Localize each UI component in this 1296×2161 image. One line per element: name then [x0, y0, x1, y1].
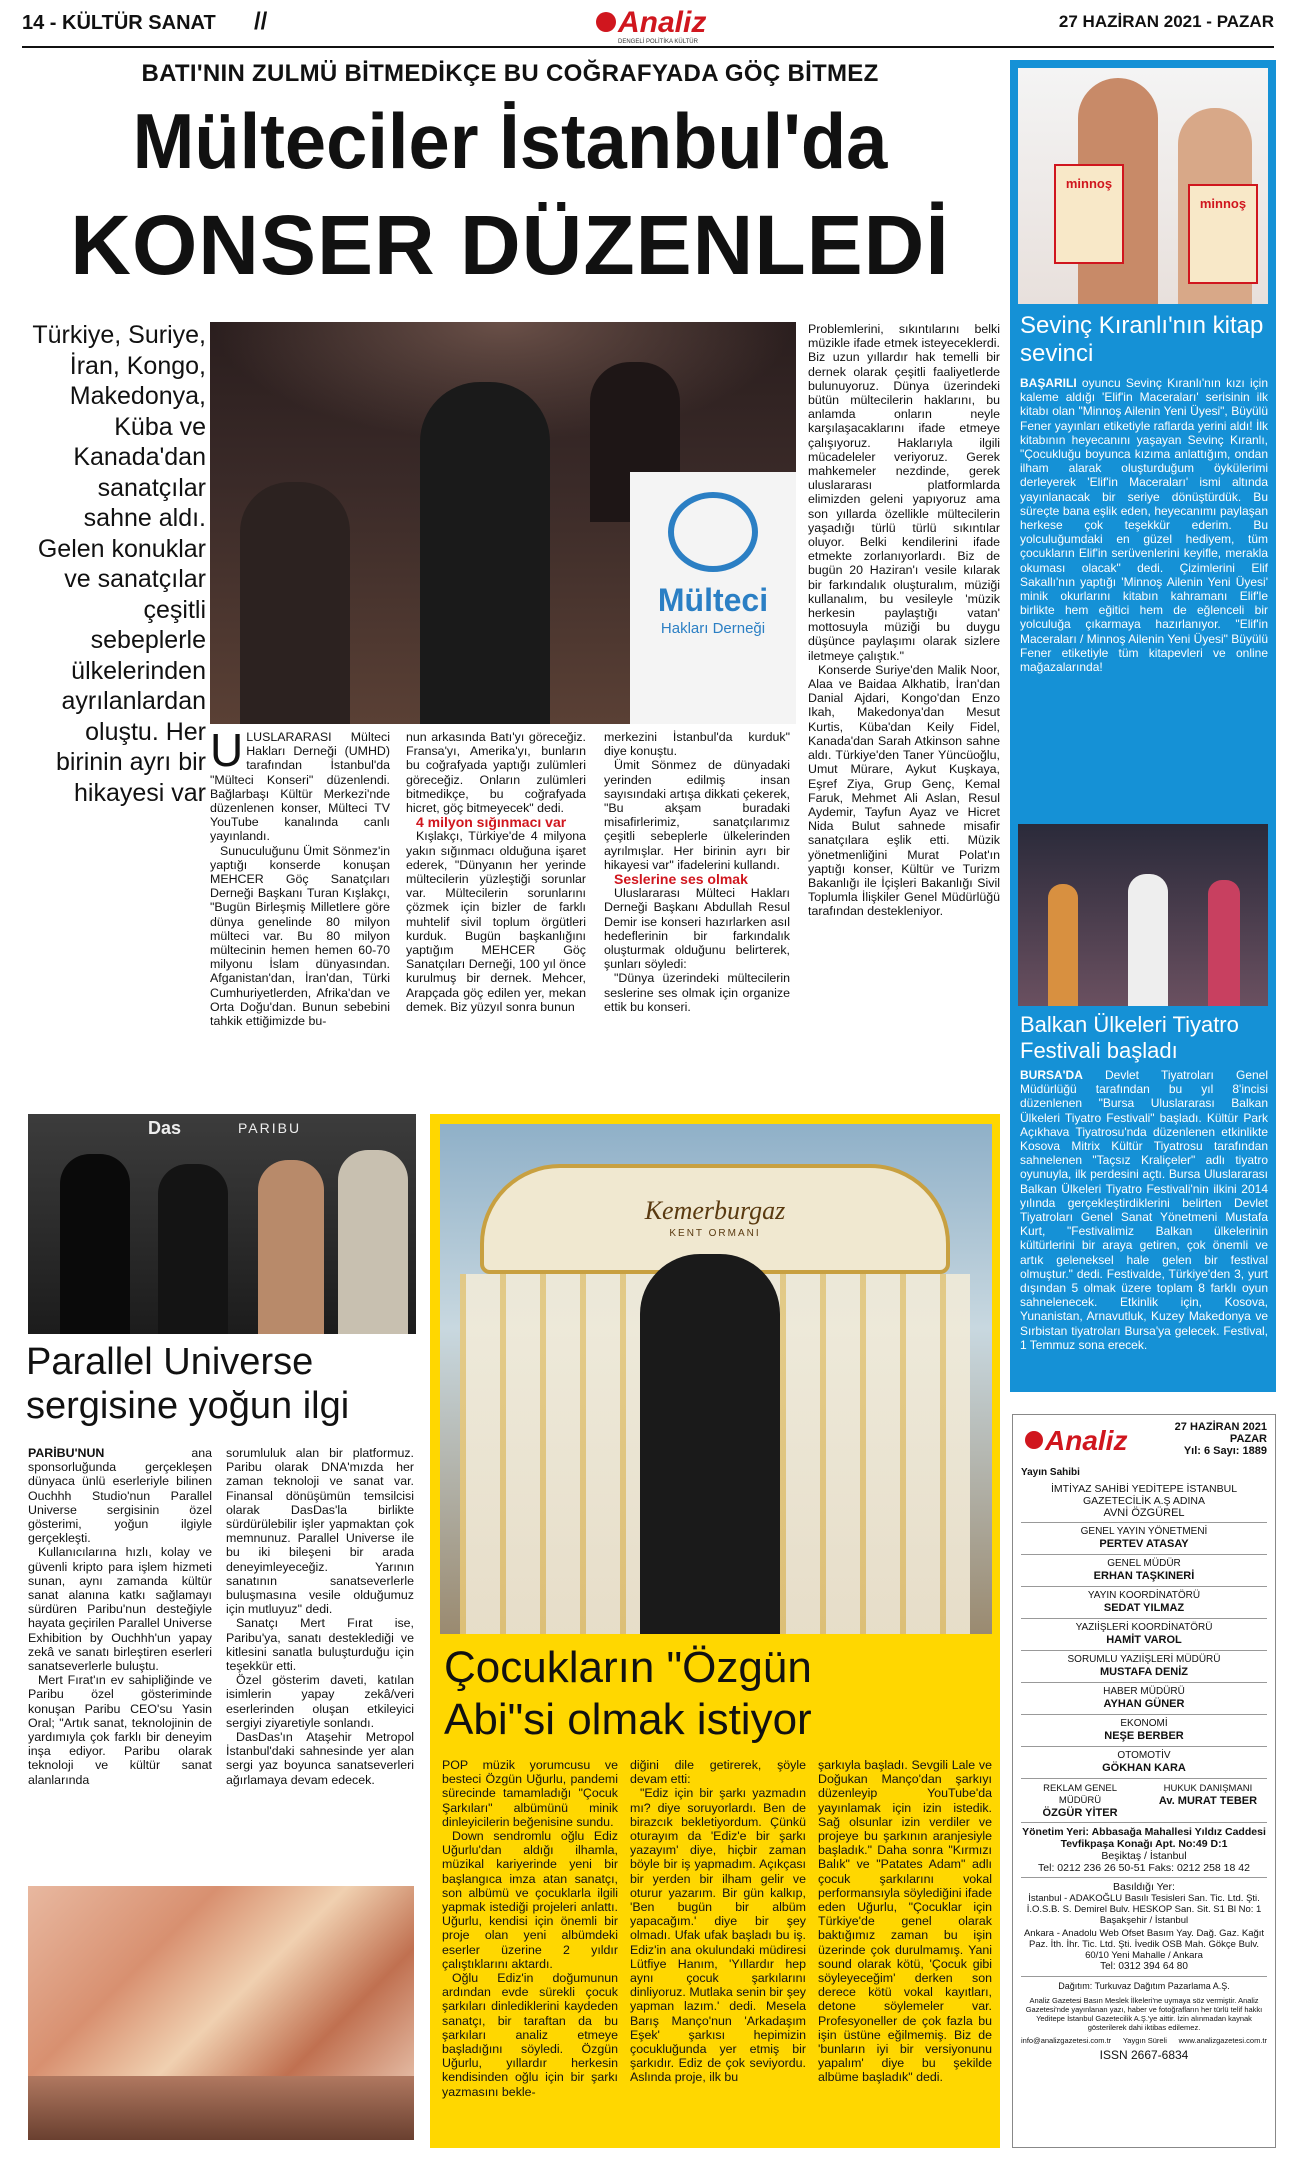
- parallel-col-1: [28, 1446, 212, 1787]
- role-label: YAYIN KOORDİNATÖRÜ: [1087, 1590, 1201, 1601]
- masthead-globe-icon: [1025, 1431, 1043, 1449]
- masthead-address: Yönetim Yeri: Abbasağa Mahallesi Yıldız Caddesi Tevfikpaşa Konağı Apt. No:49 D:1: [1022, 1826, 1266, 1850]
- ozgun-figure: [640, 1254, 780, 1634]
- logo-globe-icon: [596, 12, 616, 32]
- balkan-text: Devlet Tiyatroları Genel Müdürlüğü tarafından bu yıl 8'incisi düzenlenen "Bursa Uluslararası Balkan Ülkeleri Tiyatro Festivali" başladı. Kültür Park Açıkhava Tiyatrosu'nda düzenlenen etkinlikte Kosova Mitrix Kültür Tiyatrosu tarafından sahnelenen "Taçsız Kraliçeler" adlı tiyatro oyunuyla, ilk perdesini açtı. Bursa Uluslararası Balkan Ülkeleri Tiyatro Festivali'nin ilkini 2014 yılında gerçekleştirdiklerini belirten Devlet Tiyatroları Genel Sanat Yönetmeni Mustafa Kurt, "Festivalimiz Balkan ülkelerinin kültürlerini bir araya getiren, çok önemli ve artık geleneksel hale gelen bir festival olmuştur." dedi. Festivalde, Türkiye'den 3, yurt dışından 5 olmak üzere toplam 8 farklı oyun sahnelenecek. Etkinlik için, Kosova, Yunanistan, Arnavutluk, Kuzey Makedonya ve Sırbistan tiyatroları Bursa'ya gelecek. Festival, 1 Temmuz sona erecek.: [1020, 1068, 1268, 1352]
- masthead-day: PAZAR: [1229, 1433, 1267, 1445]
- ozgun-para5: "Ediz için bir şarkı yazmadın mı? diye soruyorlardı. Ben de birazcık bekletiyordum. Çünkü oturayım da 'Ediz'e bir şarkı yazayım' diye, hiçbir zaman böyle bir iş yapmadım. Açıkçası bir yerden bir ilham gelir ve oturur yazarım. Bir gün kalkıp, 'Ben bugün bir albüm yapacağım.' diye bir şey olmadı. Ufak ufak başladı bu iş. Ediz'in ana okulundaki müdiresi Lütfiye Hanım, 'Yıllardır hep aynı çocuk şarkılarını dinliyoruz. Mutlaka senin bir şey yapman lazım.' dedi. Mesela Barış Manço'nun 'Arkadaşım Eşek' şarkısı hepimizin çocukluğunda yer etmiş bir şarkıdır. Ediz de çok seviyordu. Aslında proje, ilk bu: [630, 1786, 806, 2085]
- print-istanbul: İstanbul - ADAKOĞLU Basılı Tesisleri San. Tic. Ltd. Şti. İ.O.S.B. S. Demirel Bulv. HESKOP San. Sit. S1 Bl No: 1 Başakşehir / İstanbul: [1026, 1893, 1262, 1926]
- right-sidebar: [1010, 60, 1276, 1392]
- main-title-1: Mülteciler İstanbul'da: [132, 97, 888, 185]
- law-name: Av. MURAT TEBER: [1158, 1795, 1258, 1807]
- masthead-role: [1021, 1558, 1267, 1582]
- main-col-3: [604, 730, 790, 1014]
- masthead-owner-name: AVNİ ÖZGÜREL: [1103, 1507, 1185, 1519]
- main-col4-para1: Problemlerini, sıkıntılarını belki müzikle ifade etmek isteyeceklerdi. Biz uzun yıllardır hak temelli bir dernek olarak çeşitli faaliyetlerde bulunuyoruz. Dünya üzerindeki bütün mültecilerin haklarını, bu anlamda onların neyle karşılaşacaklarını ifade etmeye çalışıyoruz. Haklarıyla ilgili mücadeleler veriyoruz. Gerek mahkemeler nezdinde, gerek uluslararası platformlarda elimizden geleni yapıyoruz ama son yıllarda özellikle mültecilerin yaşadığı türlü türlü sıkıntılar oluyor. Belki kendilerini ifade etmekte zorlanıyorlardı. Biz de bugün 20 Haziran'ı vesile kılarak bir farkındalık oluşturalım, müziği kullanalım, bu vesileyle 'müzik herkesin paylaştığı vatan' mottosuyla müziği bu duygu düşünce paylaşımı olarak sizlere iletmeye çalıştık.": [808, 322, 1000, 663]
- role-name: MUSTAFA DENİZ: [1100, 1666, 1188, 1678]
- masthead-box: [1012, 1414, 1276, 2148]
- ad-label: REKLAM GENEL MÜDÜRÜ: [1043, 1783, 1117, 1806]
- main-lead: Türkiye, Suriye, İran, Kongo, Makedonya, Küba ve Kanada'dan sanatçılar sahne aldı. Gelen konuklar ve sanatçılar çeşitli sebeplerle ülkelerinden ayrılanlardan oluştu. Her birinin ayrı bir hikayesi var: [32, 321, 206, 807]
- main-col2-subhead: 4 milyon sığınmacı var: [416, 814, 567, 831]
- masthead-owner-label: Yayın Sahibi: [1021, 1467, 1080, 1478]
- balkan-body: [1020, 1068, 1268, 1352]
- main-col3-subhead: Seslerine ses olmak: [614, 871, 748, 888]
- parallel-para4: sorumluluk alan bir platformuz. Paribu olarak DNA'mızda her zaman teknoloji ve sanat var. Finansal dönüşümün temsilcisi olarak DasDas'la birlikte sürdürülebilir işler yapmaktan çok memnunuz. Parallel Universe ile bu iki bileşeni bir arada deneyimleyeceğiz. Yarının sanatının sanatseverlerle buluşmasına vesile olduğumuz için mutluyuz" dedi.: [226, 1446, 414, 1617]
- sevinc-text: oyuncu Sevinç Kıranlı'nın kızı için kaleme aldığı 'Elif'in Maceraları' serisinin ilk kitabı olan "Minnoş Ailenin Yeni Üyesi", Büyülü Fener yayınları etiketiyle raflarda yerini aldı! İlk kitabının heyecanını yaşayan Sevinç Kıranlı, "Çocukluğu boyunca kızıma anlattığım, ondan ilham alarak oluşturduğum öykülerimi derleyerek 'Elif'in Maceraları' ismi altında yayınlanacak bir seriye dönüştürdük. Bu süreçte bana eşlik eden, heyecanımı paylaşan herkese çok teşekkür ederim. Bu yolculuğumdaki en güzel hediyem, tüm çocukların Elif'in serüvenlerini keyifle, merakla okuması olacak" dedi. Çizimlerini Elif Sakallı'nın yaptığı 'Minnoş Ailenin Yeni Üyesi' minik okurlarını kitabın kahramanı Elif'le birlikte hem eğitici hem de eğlenceli bir yolculuğa çıkarmaya hazırlanıyor. "Elif'in Maceraları / Minnoş Ailenin Yeni Üyesi" Büyülü Fener etiketiyle tüm kitapevleri ve online mağazalarında!: [1020, 376, 1268, 675]
- book-title-2: minnoş: [1199, 196, 1247, 211]
- sevinc-lead: BAŞARILI: [1020, 376, 1077, 390]
- main-title-2: KONSER DÜZENLEDİ: [70, 198, 950, 292]
- parallel-para3: Mert Fırat'ın ev sahipliğinde ve Paribu özel gösteriminde konuşan Paribu CEO'su Yasin Oral; "Artık sanat, teknolojinin de yardımıyla çok farklı bir deneyim inşa ediyor. Paribu olarak teknoloji ve kültür sanat alanlarında: [28, 1673, 212, 1787]
- role-name: PERTEV ATASAY: [1099, 1538, 1189, 1550]
- main-col-4: [808, 322, 1000, 919]
- main-col3-para4: "Dünya üzerindeki mültecilerin seslerine ses olmak için organize ettik bu konseri.: [604, 971, 790, 1014]
- main-col1-para2: Sunuculuğunu Ümit Sönmez'in yaptığı konserde konuşan MEHCER Göç Sanatçıları Derneği Başkanı Turan Kışlakçı, "Bugün Birleşmiş Milletlere göre dünya genelinde 80 milyon mülteci var. Bu 80 milyon mültecinin hemen hemen 60-70 milyonu İslam dünyasından. Afganistan'dan, İran'dan, Türki Cumhuriyetlerden, Afrika'dan ve Orta Doğu'dan. Bunun sebebini tahkik ettiğimizde bu-: [210, 843, 390, 1029]
- masthead-date: 27 HAZİRAN 2021: [1174, 1421, 1267, 1433]
- ozgun-para6: şarkıyla başladı. Sevgili Lale ve Doğukan Manço'dan şarkıyı düzenleyip YouTube'da yayınlamak için izin istedik. Sağ olsunlar izin verdiler ve projeye bu şarkının aranjesiyle başladık." Daha sonra "Kırmızı Balık" ve "Patates Adam" adlı çocuk şarkılarını vokal performansıyla söylediğini ifade eden Uğurlu, "Çocuklar için Türkiye'de genel olarak baktığımız zaman bu işin üzerinde çok durulmamış. Yani sound olarak kötü, 'Çocuk gibi söyleyeceğim' derken son derece kötü vokal kayıtları, detone söylemeler var. Profesyoneller de çok fazla bu işin üstüne eğilmemiş. Biz de 'bunların iyi bir versiyonunu yapalım' diye bu şekilde albüme başladık" dedi.: [818, 1758, 992, 2085]
- parallel-para5: Sanatçı Mert Fırat ise, Paribu'ya, sanatı desteklediği ve kitlesini sanatla buluşturduğu için teşekkür etti.: [226, 1616, 414, 1674]
- stage-actor-2: [1128, 874, 1168, 1006]
- sevinc-photo: [1018, 68, 1268, 304]
- paribu-event-photo: [28, 1114, 416, 1334]
- parallel-title: Parallel Universe sergisine yoğun ilgi: [26, 1341, 350, 1427]
- main-kicker: BATI'NIN ZULMÜ BİTMEDİKÇE BU COĞRAFYADA GÖÇ BİTMEZ: [141, 60, 879, 87]
- header-date: 27 HAZİRAN 2021 - PAZAR: [1058, 12, 1274, 31]
- role-label: HABER MÜDÜRÜ: [1103, 1686, 1185, 1697]
- parallel-col-2: [226, 1446, 414, 1787]
- role-label: GENEL YAYIN YÖNETMENİ: [1080, 1526, 1208, 1537]
- page-header: [22, 6, 1274, 45]
- ozgun-para4: diğini dile getirerek, şöyle devam etti:: [630, 1758, 806, 1787]
- masthead-role: [1021, 1590, 1267, 1614]
- exhibition-floor: [28, 2076, 414, 2140]
- distribution: Dağıtım: Turkuvaz Dağıtım Pazarlama A.Ş.: [1058, 1981, 1230, 1991]
- carousel-photo: [440, 1124, 992, 1634]
- masthead-tel: Tel: 0212 236 26 50-51 Faks: 0212 258 18 42: [1038, 1862, 1250, 1874]
- main-col4-para2: Konserde Suriye'den Malik Noor, Alaa ve Baidaa Alkhatib, İran'dan Danial Ajdari, Kongo'dan Enzo Ikah, Makedonya'dan Mesut Kurtis, Küba'dan Keily Fidel, Kanada'dan Sarah Atkinson sahne aldı. Türkiye'den Taner Yüncüoğlu, Umut Mürare, Aykut Kuşkaya, Eşref Ziya, Grup Genç, Kemal Faruk, Mehmet Ali Aslan, Resul Aydemir, Tayfun Ayaz ve Hicret Nida Bulut sahnede misafir sanatçılara eşlik etti. Müzik yönetmenliğini Murat Polat'ın yaptığı konser, Kültür ve Turizm Bakanlığı ile İçişleri Bakanlığı Sivil Toplumla İlişkiler Genel Müdürlüğü tarafından destekleniyor.: [808, 662, 1000, 919]
- ozgun-col-2: [630, 1758, 806, 2085]
- main-col3-para2: Ümit Sönmez de dünyadaki yerinden edilmiş insan sayısındaki artışa dikkati çekerek, "Bu akşam buradaki misafirlerimiz, sanatçılarımız çeşitli sebeplerle ülkelerinden ayrılmışlar. Her birinin ayrı bir hikayesi var" ifadelerini kullandı.: [604, 758, 790, 872]
- role-name: GÖKHAN KARA: [1102, 1762, 1186, 1774]
- masthead-role: [1021, 1526, 1267, 1550]
- parallel-para1: PARİBU'NUN ana sponsorluğunda gerçekleşen dünyaca ünlü eserleriyle bilinen Ouchhh Studio'nun Parallel Universe sergisinin özel gösterimi, yoğun ilgiyle gerçekleşti.: [28, 1446, 212, 1546]
- legal-notice: Analiz Gazetesi Basın Meslek İlkeleri'ne uymaya söz vermiştir. Analiz Gazetesi'nde yayınlanan yazı, haber ve fotoğrafların her türlü telif hakkı Yeditepe İstanbul Gazetecilik A.Ş.'ye aittir. İzin alınmadan kaynak gösterilerek dahi iktibas edilemez.: [1025, 1996, 1263, 2032]
- exhibition-photo: [28, 1886, 414, 2140]
- balkan-title: Balkan Ülkeleri Tiyatro Festivali başladı: [1020, 1012, 1239, 1063]
- guest-figure-3: [258, 1160, 324, 1334]
- logo-tagline: DENGELİ POLİTİKA KÜLTÜR: [618, 39, 698, 45]
- sevinc-body: [1020, 376, 1268, 674]
- role-name: NEŞE BERBER: [1104, 1730, 1184, 1742]
- header-rule: [22, 46, 1274, 48]
- role-name: HAMİT VAROL: [1106, 1634, 1182, 1646]
- masthead-links: [1021, 2036, 1267, 2045]
- role-name: SEDAT YILMAZ: [1103, 1602, 1185, 1614]
- masthead-address-2: Beşiktaş / İstanbul: [1101, 1850, 1187, 1862]
- violinist-figure: [240, 482, 350, 724]
- law-label: HUKUK DANIŞMANI: [1163, 1783, 1253, 1794]
- main-col3-para3: Uluslararası Mülteci Hakları Derneği Başkanı Abdullah Resul Demir ise konseri hazırlarken asıl hedeflerinin bir farkındalık oluşturmak olduğunu belirterek, şunları söyledi:: [604, 886, 790, 972]
- ad-name: ÖZGÜR YİTER: [1042, 1807, 1118, 1819]
- singer-figure: [420, 382, 550, 724]
- stage-actor-3: [1208, 880, 1240, 1006]
- carousel-sign-sub: KENT ORMANI: [669, 1228, 761, 1239]
- main-col1-para1: ULUSLARARASI Mülteci Hakları Derneği (UMHD) tarafından İstanbul'da "Mülteci Konseri" düzenlendi. Bağlarbaşı Kültür Merkezi'nde düzenlenen konser, Mülteci TV YouTube kanalında canlı yayınlandı.: [210, 724, 390, 844]
- email-link[interactable]: info@analizgazetesi.com.tr: [1021, 2036, 1112, 2045]
- masthead-owner: İMTİYAZ SAHİBİ YEDİTEPE İSTANBUL GAZETECİLİK A.Ş ADINA: [1050, 1483, 1238, 1507]
- book-title-1: minnoş: [1065, 176, 1113, 191]
- guest-figure-1: [60, 1154, 130, 1334]
- masthead-logo: Analiz: [1045, 1425, 1128, 1456]
- book-cover-2: [1188, 184, 1258, 284]
- main-col2-para1: nun arkasında Batı'yı göreceğiz. Fransa'yı, Amerika'yı, bunların bu coğrafyada yaptığı zulümleri göreceğiz. Onların zulümleri bitmedikçe, bu coğrafyada hicret, göç bitmeyecek" dedi.: [406, 730, 586, 816]
- carousel-sign: Kemerburgaz: [644, 1196, 786, 1225]
- role-label: EKONOMİ: [1120, 1718, 1168, 1729]
- rollup-banner: [630, 472, 796, 724]
- main-col-2: [406, 730, 586, 1014]
- print-tel: Tel: 0312 394 64 80: [1100, 1961, 1188, 1972]
- guest-figure-2: [158, 1164, 228, 1334]
- ozgun-para2: Down sendromlu oğlu Ediz Uğurlu'dan aldığı ilhamla, müzikal kariyerinde yeni bir başlangıca imza atan sanatçı, son albümü ve çocuklarla ilgili yapmak istediği projeleri anlattı. Uğurlu, kendisi için önemli bir proje olan yeni albümdeki eserler üzerine 2 yıldır çalıştıklarını aktardı.: [442, 1829, 618, 1971]
- logo-text: Analiz: [618, 6, 707, 39]
- role-label: SORUMLU YAZIİŞLERİ MÜDÜRÜ: [1067, 1654, 1221, 1665]
- backdrop-text-2: PARIBU: [238, 1120, 302, 1136]
- masthead-header: [1021, 1421, 1267, 1467]
- ozgun-para3: Oğlu Ediz'in doğumunun ardından evde sürekli çocuk şarkıları dinlediklerini kaydeden sanatçı, bir taraftan da bu şarkıları analiz etmeye başladığını söyledi. Özgün Uğurlu, yıllardır herkesin kendisinden oğlu için bir şarkı yazmasını bekle-: [442, 1971, 618, 2099]
- masthead-roles: [1021, 1526, 1267, 1779]
- parallel-para6: Özel gösterim daveti, katılan isimlerin yapay zekâ/veri eserlerinden oluşan etkileyici sergiyi ziyaretiyle sonlandı.: [226, 1673, 414, 1730]
- section-label: 14 - KÜLTÜR SANAT: [22, 12, 216, 34]
- section-slashes: //: [254, 8, 268, 35]
- web-link[interactable]: www.analizgazetesi.com.tr: [1178, 2036, 1267, 2045]
- concert-photo: [210, 322, 796, 724]
- ozgun-feature-box: [430, 1114, 1000, 2148]
- masthead-issue: Yıl: 6 Sayı: 1889: [1183, 1445, 1267, 1457]
- masthead-role: [1021, 1686, 1267, 1710]
- banner-title: Mülteci: [657, 582, 769, 618]
- ypt-label: Yaygın Süreli: [1122, 2036, 1167, 2045]
- main-col-1: [210, 724, 390, 1029]
- main-col3-para1: merkezini İstanbul'da kurduk" diye konuştu.: [604, 730, 790, 759]
- parallel-para7: DasDas'ın Ataşehir Metropol İstanbul'daki sahnesinde yer alan sergi yaz boyunca sanatseverleri ağırlamaya devam edecek.: [226, 1730, 414, 1787]
- ozgun-title-2: Abi"si olmak istiyor: [444, 1695, 812, 1744]
- main-col2-para2: Kışlakçı, Türkiye'de 4 milyona yakın sığınmacı olduğuna işaret ederek, "Dünyanın her yerinde mültecilerin yüzleştiği sorunlar var. Mültecilerin sorunlarını çözmek için bizler de farklı muhtelif sivil toplum örgütleri kurduk. Bugün başkanlığını yaptığım MEHCER Göç Sanatçıları Derneği, 100 yıl önce kurulmuş bir dernek. Mehcer, Arapçada göç edilen yer, mekan demek. Biz yüzyıl sonra bunun: [406, 829, 586, 1014]
- book-cover-1: [1054, 164, 1124, 264]
- role-label: OTOMOTİV: [1117, 1750, 1171, 1761]
- masthead-role: [1021, 1750, 1267, 1774]
- issn: ISSN 2667-6834: [1099, 2048, 1189, 2062]
- ozgun-para1: POP müzik yorumcusu ve besteci Özgün Uğurlu, pandemi sürecinde tamamladığı "Çocuk Şarkıları" albümünü minik dinleyicilerin beğenisine sundu.: [442, 1758, 618, 1829]
- guest-figure-4: [338, 1150, 408, 1334]
- balkan-photo: [1018, 824, 1268, 1006]
- role-label: YAZIİŞLERİ KOORDİNATÖRÜ: [1075, 1622, 1213, 1633]
- backdrop-text-1: Das: [148, 1118, 182, 1138]
- laurel-emblem-icon: [668, 492, 758, 572]
- role-name: AYHAN GÜNER: [1103, 1698, 1185, 1710]
- masthead-role: [1021, 1622, 1267, 1646]
- masthead-role: [1021, 1654, 1267, 1678]
- ozgun-title-1: Çocukların "Özgün: [444, 1643, 812, 1692]
- parallel-para2: Kullanıcılarına hızlı, kolay ve güvenli kripto para işlem hizmeti sunan, aynı zamanda kültür sanat alanına katkı sağlamayı sürdüren Paribu'nun desteğiyle hayata geçirilen Parallel Universe Exhibition by Ouchhh'un yapay zekâ ve sanatı birleştiren eserleri sanatseverlerle buluştu.: [28, 1545, 212, 1674]
- role-label: GENEL MÜDÜR: [1107, 1558, 1181, 1569]
- banner-subtitle: Hakları Derneği: [660, 620, 766, 637]
- role-name: ERHAN TAŞKINERİ: [1093, 1570, 1195, 1582]
- drop-cap: U: [210, 724, 244, 776]
- ozgun-col-3: [818, 1758, 992, 2085]
- print-ankara: Ankara - Anadolu Web Ofset Basım Yay. Dağ. Gaz. Kağıt Paz. İth. İhr. Tic. Ltd. Şti. İvedik OSB Mah. Gökçe Bulv. 60/10 Yeni Mahalle / Ankara: [1023, 1928, 1265, 1961]
- masthead-role: [1021, 1718, 1267, 1742]
- balkan-lead: BURSA'DA: [1020, 1068, 1083, 1082]
- ozgun-col-1: [442, 1758, 618, 2099]
- print-label: Basıldığı Yer:: [1113, 1881, 1175, 1893]
- stage-actor-1: [1048, 884, 1078, 1006]
- masthead-ad-law: [1021, 1783, 1267, 1819]
- sevinc-title: Sevinç Kıranlı'nın kitap sevinci: [1020, 312, 1264, 367]
